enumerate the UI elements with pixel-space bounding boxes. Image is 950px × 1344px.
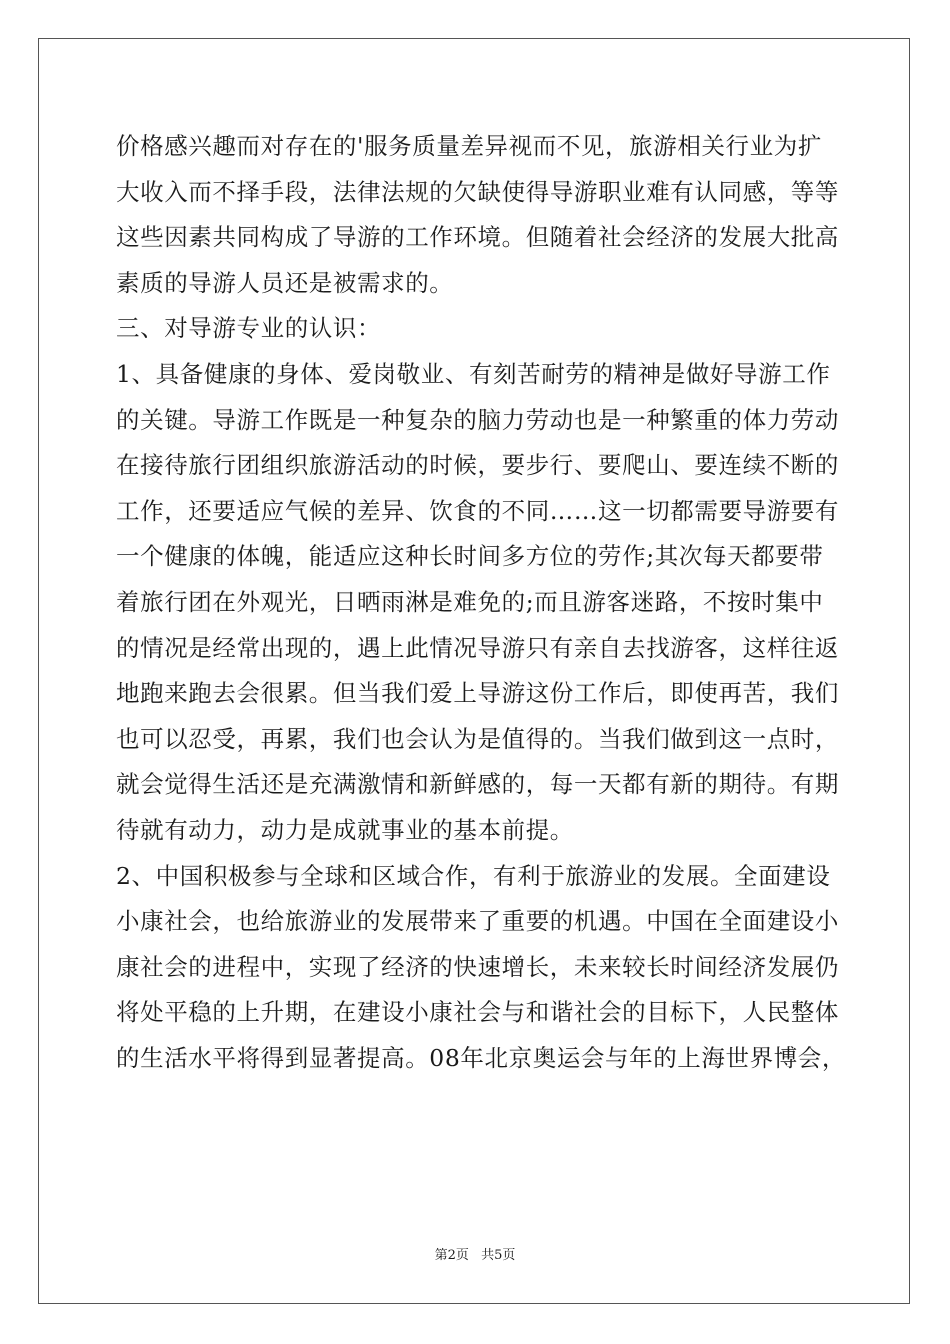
text-line: 的生活水平将得到显著提高。08年北京奥运会与年的上海世界博会， [116,1043,847,1072]
text-line: 在接待旅行团组织旅游活动的时候，要步行、要爬山、要连续不断的 [116,451,839,480]
text-line: 地跑来跑去会很累。但当我们爱上导游这份工作后，即使再苦，我们 [116,679,839,708]
text-line: 价格感兴趣而对存在的'服务质量差异视而不见，旅游相关行业为扩 [116,132,822,160]
text-line: 的情况是经常出现的，遇上此情况导游只有亲自去找游客，这样往返 [116,633,839,662]
text-line: 也可以忍受，再累，我们也会认为是值得的。当我们做到这一点时， [116,724,839,753]
page-total: 共5页 [481,1248,516,1263]
text-line: 着旅行团在外观光，日晒雨淋是难免的;而且游客迷路，不按时集中 [116,587,824,616]
text-line: 大收入而不择手段，法律法规的欠缺使得导游职业难有认同感，等等 [116,177,839,206]
text-line: 就会觉得生活还是充满激情和新鲜感的，每一天都有新的期待。有期 [116,770,839,799]
text-line: 将处平稳的上升期，在建设小康社会与和谐社会的目标下，人民整体 [116,998,839,1027]
section-heading: 三、对导游专业的认识： [116,314,382,343]
text-line: 1、具备健康的身体、爱岗敬业、有刻苦耐劳的精神是做好导游工作 [116,359,831,388]
document-body [116,124,847,1081]
text-line: 小康社会，也给旅游业的发展带来了重要的机遇。中国在全面建设小 [116,907,839,936]
text-line: 的关键。导游工作既是一种复杂的脑力劳动也是一种繁重的体力劳动 [116,405,839,434]
text-line: 一个健康的体魄，能适应这种长时间多方位的劳作;其次每天都要带 [116,542,824,571]
text-line: 待就有动力，动力是成就事业的基本前提。 [116,815,574,844]
text-line: 工作，还要适应气候的差异、饮食的不同……这一切都需要导游要有 [116,496,839,525]
page-number: 第2页 [434,1248,469,1263]
text-line: 素质的导游人员还是被需求的。 [116,268,454,297]
text-line: 康社会的进程中，实现了经济的快速增长，未来较长时间经济发展仍 [116,952,839,981]
text-line: 这些因素共同构成了导游的工作环境。但随着社会经济的发展大批高 [116,223,839,252]
page-footer [0,1244,950,1263]
text-line: 2、中国积极参与全球和区域合作，有利于旅游业的发展。全面建设 [116,861,831,890]
